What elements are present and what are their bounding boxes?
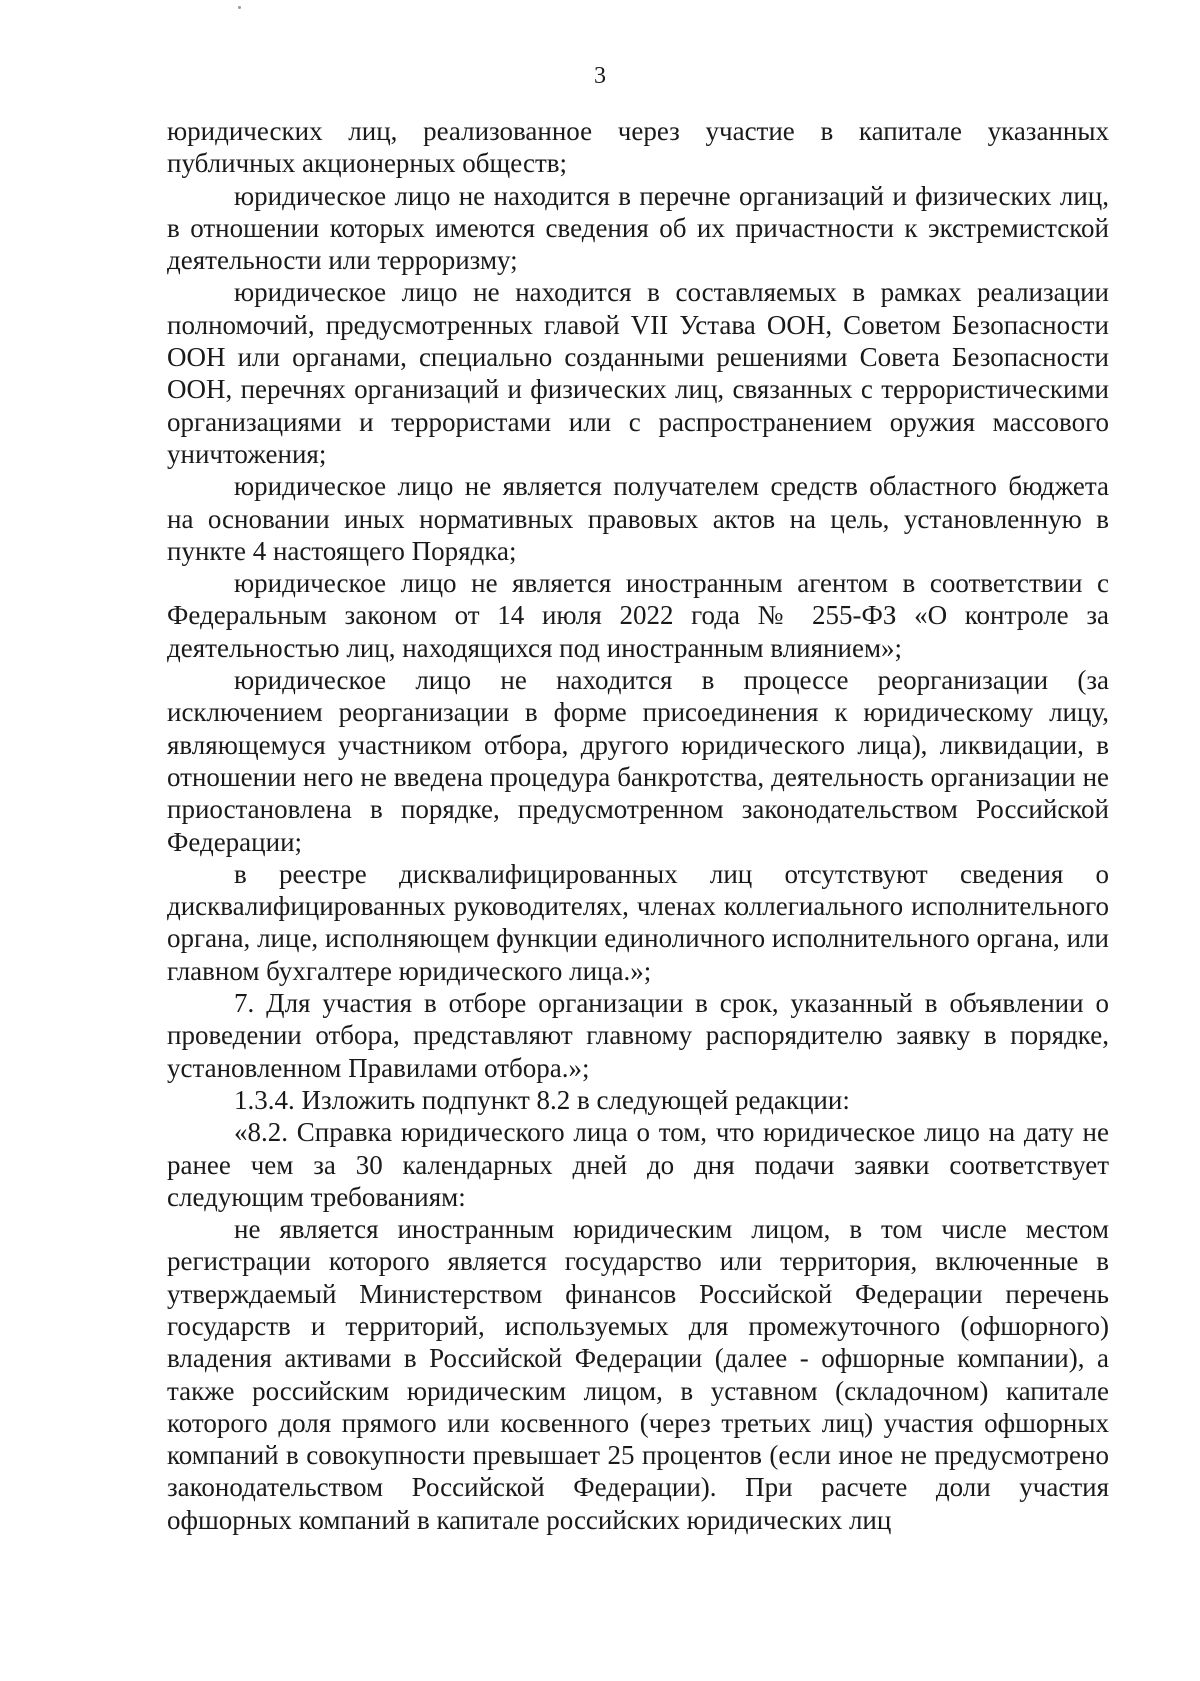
paragraph: юридических лиц, реализованное через участие в капитале указанных публичных акционерных обществ; [167, 116, 1109, 179]
paragraph: в реестре дисквалифицированных лиц отсутствуют сведения о дисквалифицированных руководителях, членах коллегиального исполнительного органа, лице, исполняющем функции единоличного исполнительного органа, или главном бухгалтере юридического лица.»; [167, 858, 1109, 986]
paragraph: не является иностранным юридическим лицом, в том числе местом регистрации которого является государство или территория, включенные в утверждаемый Министерством финансов Российской Федерации перечень государств и территорий, используемых для промежуточного (офшорного) владения активами в Российской Федерации (далее - офшорные компании), а также российским юридическим лицом, в уставном (складочном) капитале которого доля прямого или косвенного (через третьих лиц) участия офшорных компаний в совокупности превышает 25 процентов (если иное не предусмотрено законодательством Российской Федерации). При расчете доли участия офшорных компаний в капитале российских юридических лиц [167, 1214, 1109, 1535]
paragraph: юридическое лицо не является иностранным агентом в соответствии с Федеральным законом от 14 июля 2022 года № 255-ФЗ «О контроле за деятельностью лиц, находящихся под иностранным влиянием»; [167, 568, 1109, 663]
paragraph: юридическое лицо не находится в перечне организаций и физических лиц, в отношении которых имеются сведения об их причастности к экстремистской деятельности или терроризму; [167, 180, 1109, 276]
scan-speck [238, 6, 241, 9]
paragraph: юридическое лицо не является получателем средств областного бюджета на основании иных нормативных правовых актов на цель, установленную в пункте 4 настоящего Порядка; [167, 471, 1109, 566]
paragraph: юридическое лицо не находится в составляемых в рамках реализации полномочий, предусмотренных главой VII Устава ООН, Советом Безопасности ООН или органами, специально созданными решениями Совета Безопасности ООН, перечнях организаций и физических лиц, связанных с террористическими организациями и террористами или с распространением оружия массового уничтожения; [167, 277, 1109, 469]
page-number: 3 [594, 63, 606, 89]
paragraph: «8.2. Справка юридического лица о том, что юридическое лицо на дату не ранее чем за 30 календарных дней до дня подачи заявки соответствует следующим требованиям: [167, 1117, 1109, 1212]
document-body [167, 115, 1109, 1536]
paragraph: 7. Для участия в отборе организации в срок, указанный в объявлении о проведении отбора, представляют главному распорядителю заявку в порядке, установленном Правилами отбора.»; [167, 988, 1109, 1083]
paragraph: 1.3.4. Изложить подпункт 8.2 в следующей редакции: [234, 1084, 850, 1115]
paragraph: юридическое лицо не находится в процессе реорганизации (за исключением реорганизации в форме присоединения к юридическому лицу, являющемуся участником отбора, другого юридического лица), ликвидации, в отношении него не введена процедура банкротства, деятельность организации не приостановлена в порядке, предусмотренном законодательством Российской Федерации; [167, 665, 1109, 857]
